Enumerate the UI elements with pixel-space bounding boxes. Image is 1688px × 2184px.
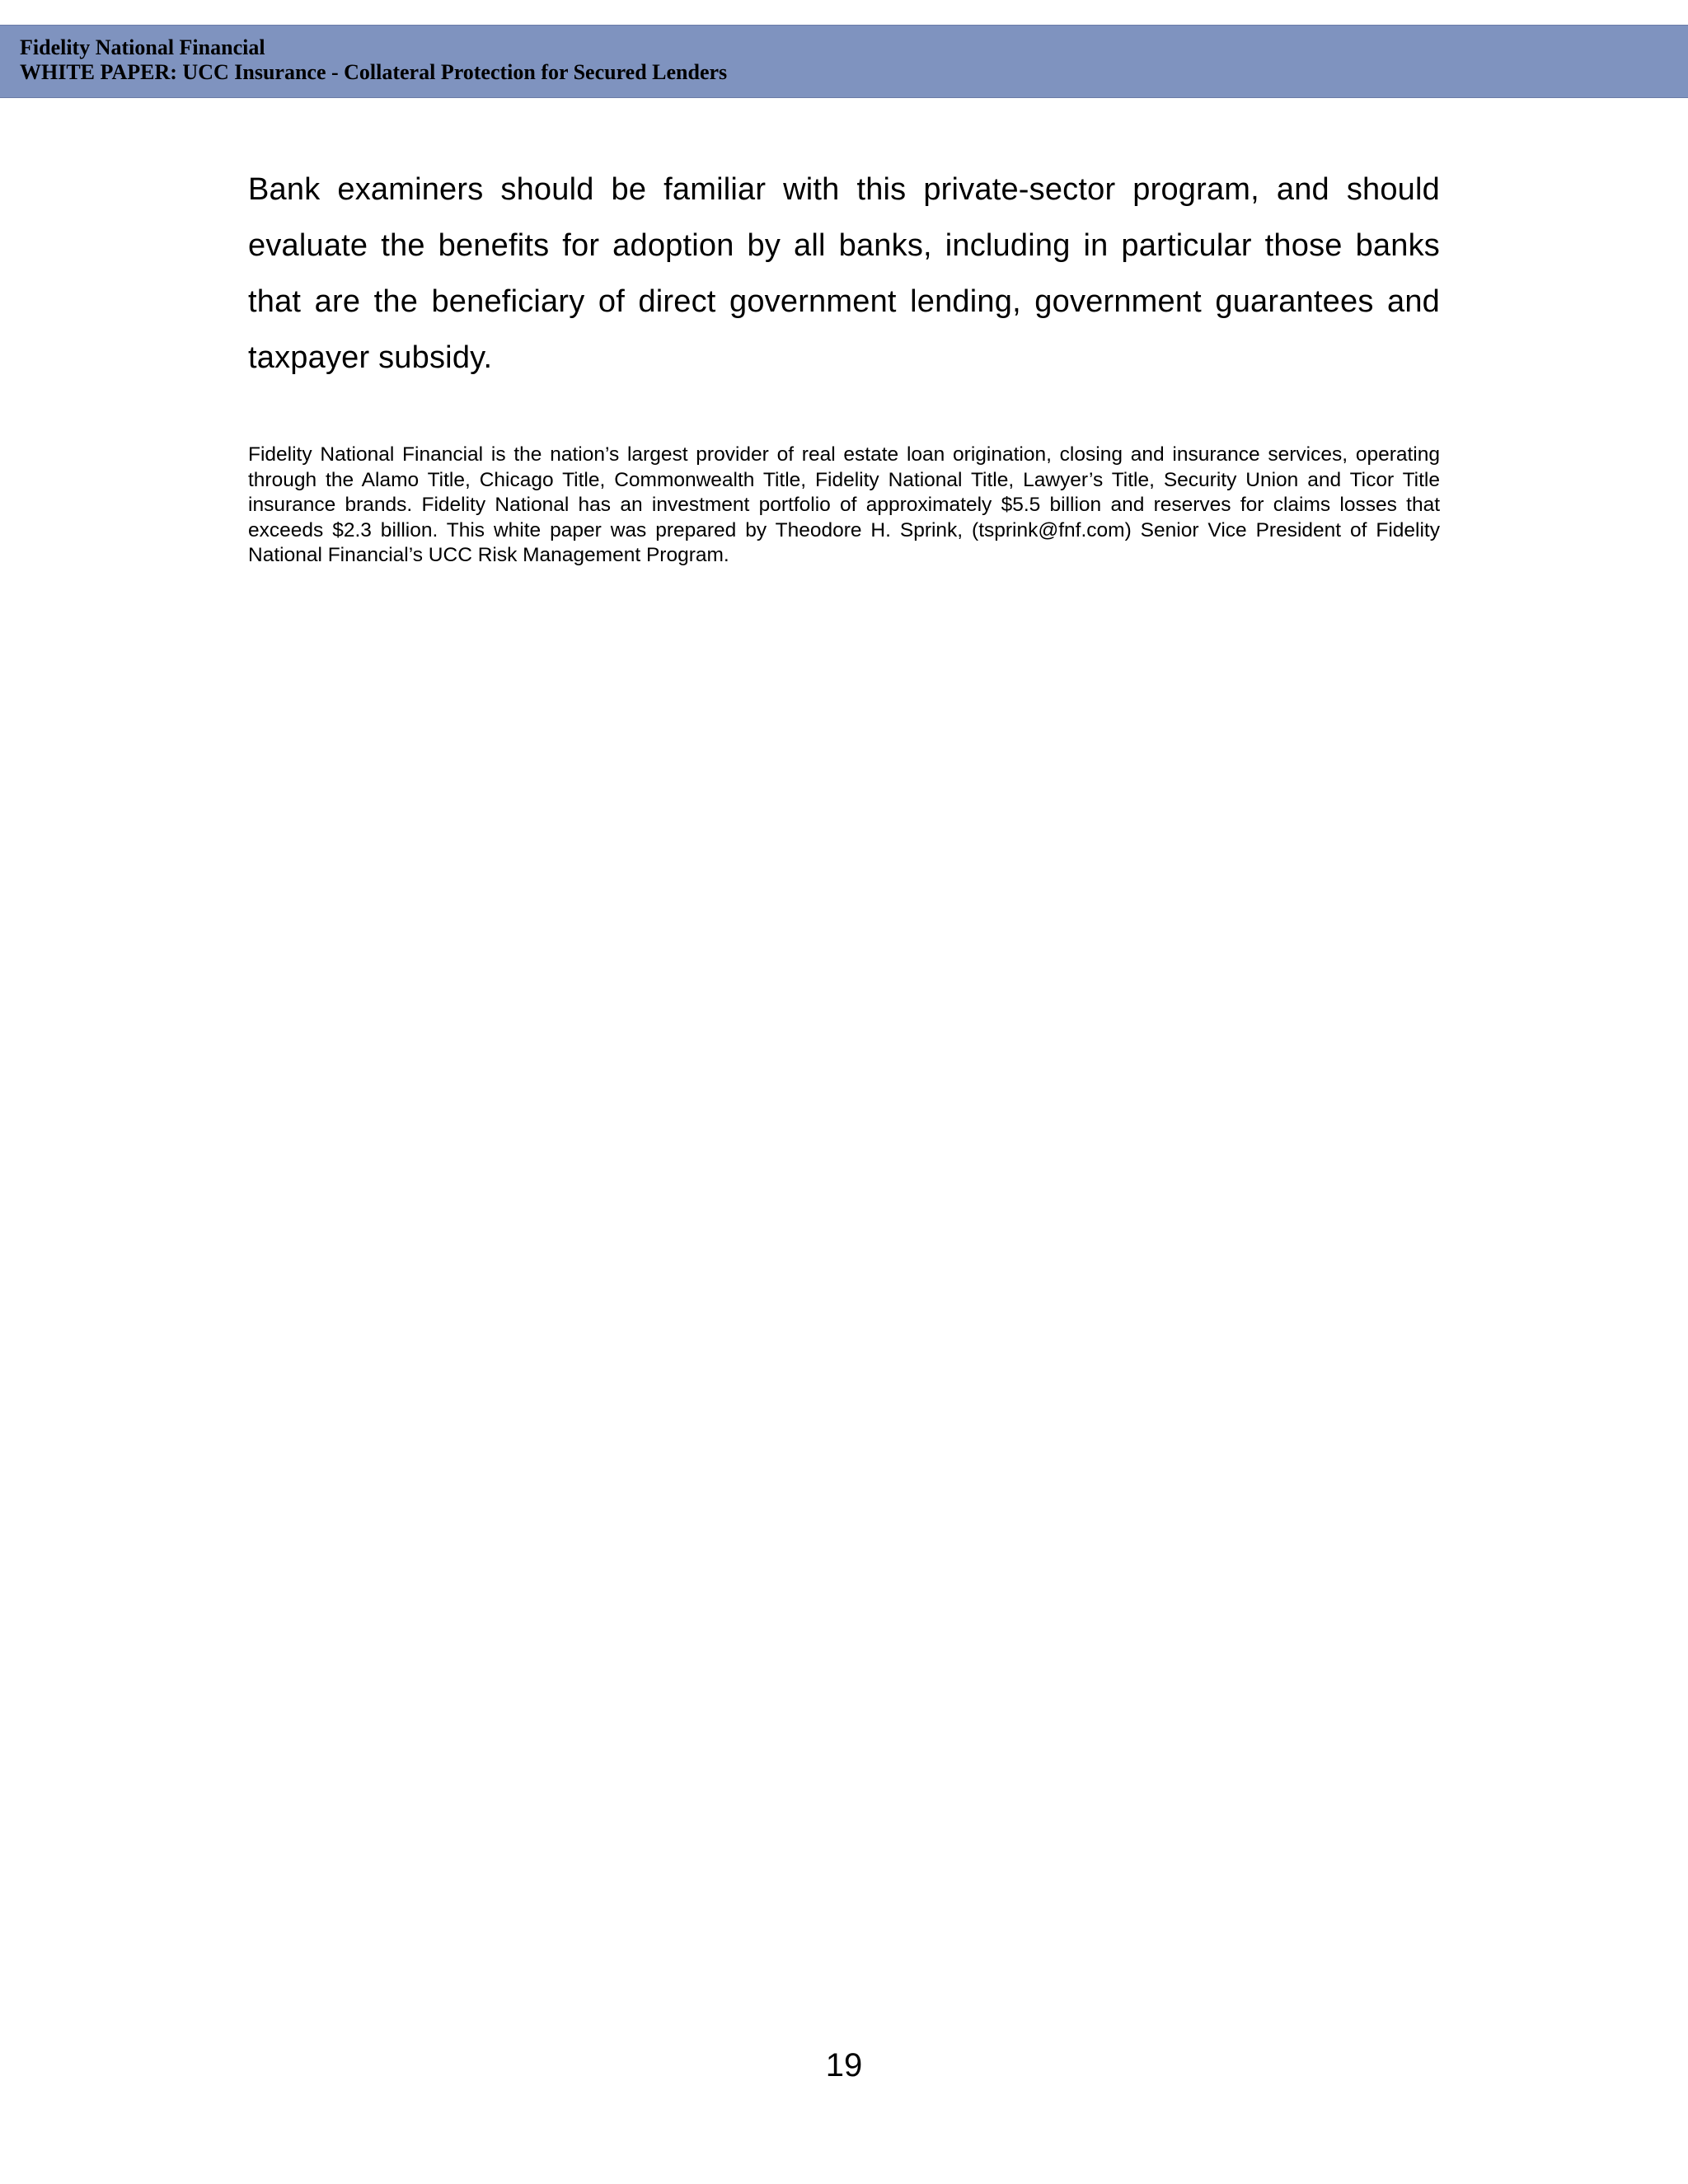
page-number: 19 (825, 2047, 863, 2083)
page-header (0, 25, 1688, 98)
lead-paragraph: Bank examiners should be familiar with this private-sector program, and should evaluate the benefits for adoption by all banks, including in particular those banks that are the beneficiary of direct government lending, government guarantees and taxpayer subsidy. (248, 172, 1440, 375)
header-company-name: Fidelity National Financial (20, 35, 265, 59)
header-document-title: WHITE PAPER: UCC Insurance - Collateral Protection for Secured Lenders (20, 60, 728, 84)
about-paragraph: Fidelity National Financial is the nation’s largest provider of real estate loan origination, closing and insurance services, operating through the Alamo Title, Chicago Title, Commonwealth Title, Fidelity National Title, Lawyer’s Title, Security Union and Ticor Title insurance brands. Fidelity National has an investment portfolio of approximately $5.5 billion and reserves for claims losses that exceeds $2.3 billion. This white paper was prepared by Theodore H. Sprink, (tsprink@fnf.com) Senior Vice President of Fidelity National Financial’s UCC Risk Management Program. (248, 443, 1440, 566)
